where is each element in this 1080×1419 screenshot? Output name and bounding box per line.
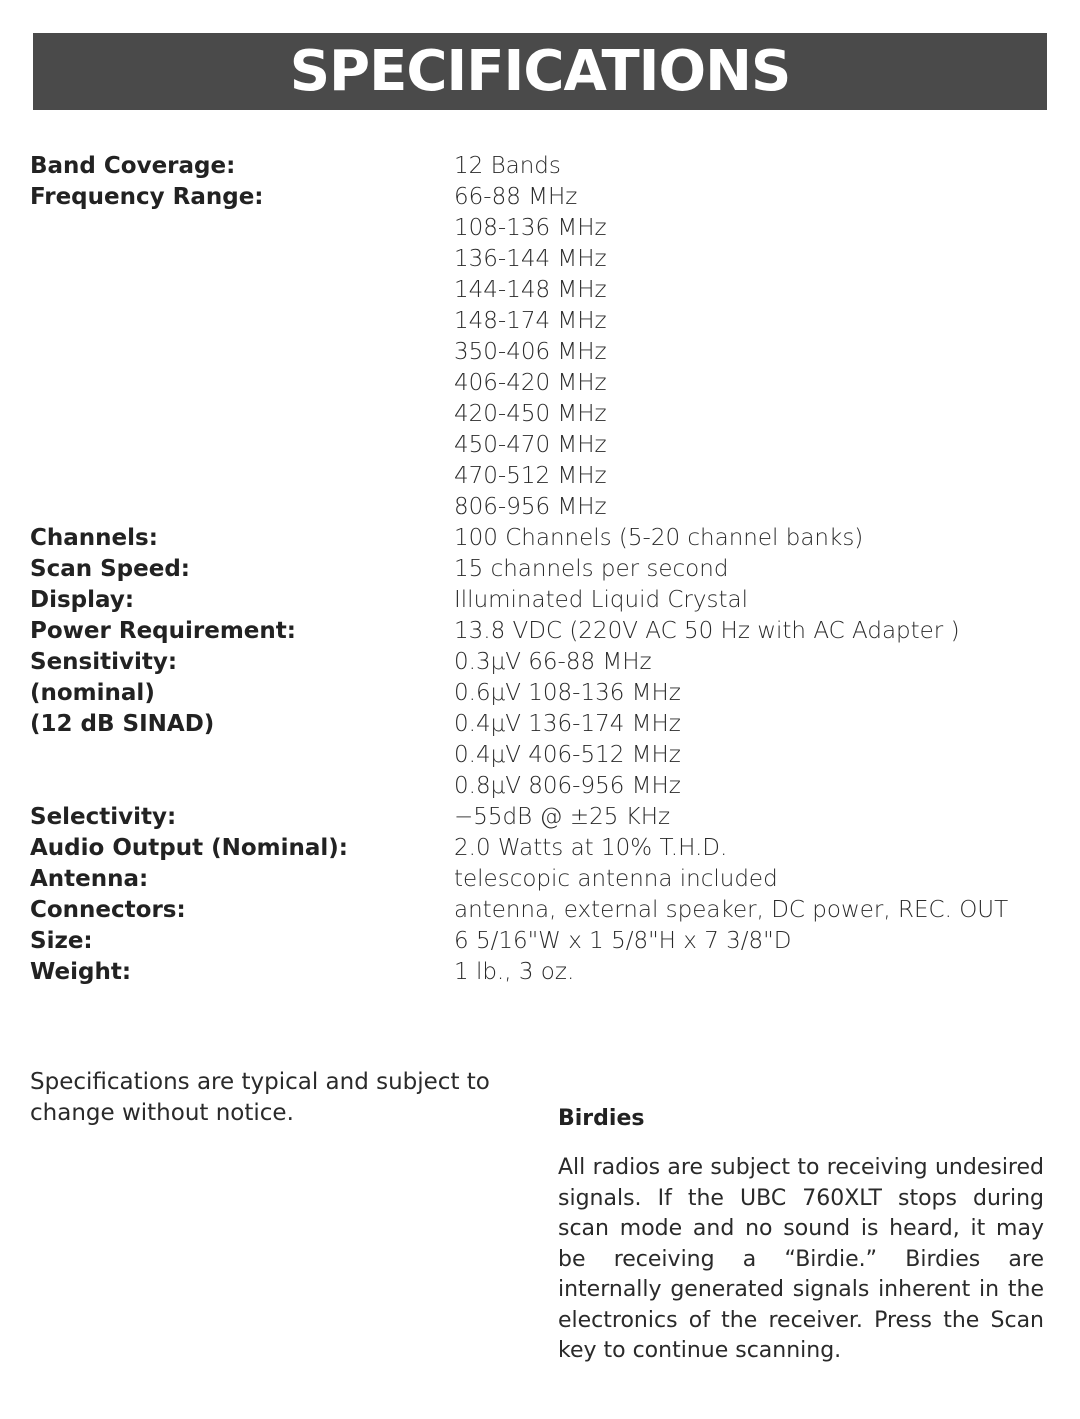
spec-value: 450-470 MHz bbox=[454, 432, 607, 458]
spec-label: (nominal) bbox=[30, 680, 155, 706]
spec-value: 0.4μV 406-512 MHz bbox=[454, 742, 681, 768]
spec-value: 13.8 VDC (220V AC 50 Hz with AC Adapter ) bbox=[454, 618, 960, 644]
spec-label: Connectors: bbox=[30, 897, 186, 923]
page-title: SPECIFICATIONS bbox=[289, 39, 791, 104]
spec-value: 100 Channels (5-20 channel banks) bbox=[454, 525, 864, 551]
spec-value: 136-144 MHz bbox=[454, 246, 607, 272]
spec-value: 15 channels per second bbox=[454, 556, 729, 582]
spec-value: 108-136 MHz bbox=[454, 215, 607, 241]
spec-row-frequency-range bbox=[30, 182, 1060, 523]
spec-label: Channels: bbox=[30, 525, 158, 551]
spec-row-size bbox=[30, 926, 1060, 957]
spec-label: Selectivity: bbox=[30, 804, 177, 830]
spec-label: Display: bbox=[30, 587, 135, 613]
specifications-footnote: Specifications are typical and subject to change without notice. bbox=[30, 1069, 490, 1126]
spec-row-weight bbox=[30, 957, 1060, 988]
spec-row-power-requirement bbox=[30, 616, 1060, 647]
spec-value: 0.6μV 108-136 MHz bbox=[454, 680, 681, 706]
title-banner bbox=[33, 33, 1047, 110]
spec-label: (12 dB SINAD) bbox=[30, 711, 215, 737]
spec-label: Weight: bbox=[30, 959, 132, 985]
spec-label: Band Coverage: bbox=[30, 153, 236, 179]
spec-value: 806-956 MHz bbox=[454, 494, 607, 520]
spec-value: 350-406 MHz bbox=[454, 339, 607, 365]
spec-row-connectors bbox=[30, 895, 1060, 926]
spec-row-channels bbox=[30, 523, 1060, 554]
spec-label: Scan Speed: bbox=[30, 556, 190, 582]
spec-value: antenna, external speaker, DC power, REC. OUT bbox=[454, 897, 1009, 923]
spec-value: 406-420 MHz bbox=[454, 370, 607, 396]
spec-row-sensitivity bbox=[30, 647, 1060, 802]
spec-label: Sensitivity: bbox=[30, 649, 178, 675]
spec-value: 0.4μV 136-174 MHz bbox=[454, 711, 681, 737]
spec-value: 1 lb., 3 oz. bbox=[454, 959, 575, 985]
spec-value: Illuminated Liquid Crystal bbox=[454, 587, 748, 613]
spec-label: Audio Output (Nominal): bbox=[30, 835, 348, 861]
spec-row-selectivity bbox=[30, 802, 1060, 833]
spec-label: Frequency Range: bbox=[30, 184, 264, 210]
spec-value: 6 5/16"W x 1 5/8"H x 7 3/8"D bbox=[454, 928, 792, 954]
spec-value: telescopic antenna included bbox=[454, 866, 778, 892]
spec-row-audio-output bbox=[30, 833, 1060, 864]
spec-row-band-coverage bbox=[30, 151, 1060, 182]
spec-value: −55dB @ ±25 KHz bbox=[454, 804, 671, 830]
spec-value: 66-88 MHz bbox=[454, 184, 578, 210]
spec-label: Power Requirement: bbox=[30, 618, 296, 644]
spec-row-antenna bbox=[30, 864, 1060, 895]
spec-value: 148-174 MHz bbox=[454, 308, 607, 334]
spec-value: 12 Bands bbox=[454, 153, 561, 179]
spec-table bbox=[30, 151, 1060, 988]
spec-row-display bbox=[30, 585, 1060, 616]
spec-label: Size: bbox=[30, 928, 93, 954]
spec-value: 420-450 MHz bbox=[454, 401, 607, 427]
spec-value: 144-148 MHz bbox=[454, 277, 607, 303]
birdies-paragraph: All radios are subject to receiving undesired signals. If the UBC 760XLT stops during scan mode and no sound is heard, it may be receiving a “Birdie.” Birdies are internally generated signals inherent in the electronics of the receiver. Press the Scan key to continue scanning. bbox=[558, 1155, 1044, 1363]
spec-value: 2.0 Watts at 10% T.H.D. bbox=[454, 835, 728, 861]
birdies-heading: Birdies bbox=[558, 1106, 645, 1131]
spec-value: 0.8μV 806-956 MHz bbox=[454, 773, 681, 799]
spec-row-scan-speed bbox=[30, 554, 1060, 585]
spec-value: 0.3μV 66-88 MHz bbox=[454, 649, 652, 675]
spec-label: Antenna: bbox=[30, 866, 149, 892]
spec-value: 470-512 MHz bbox=[454, 463, 607, 489]
